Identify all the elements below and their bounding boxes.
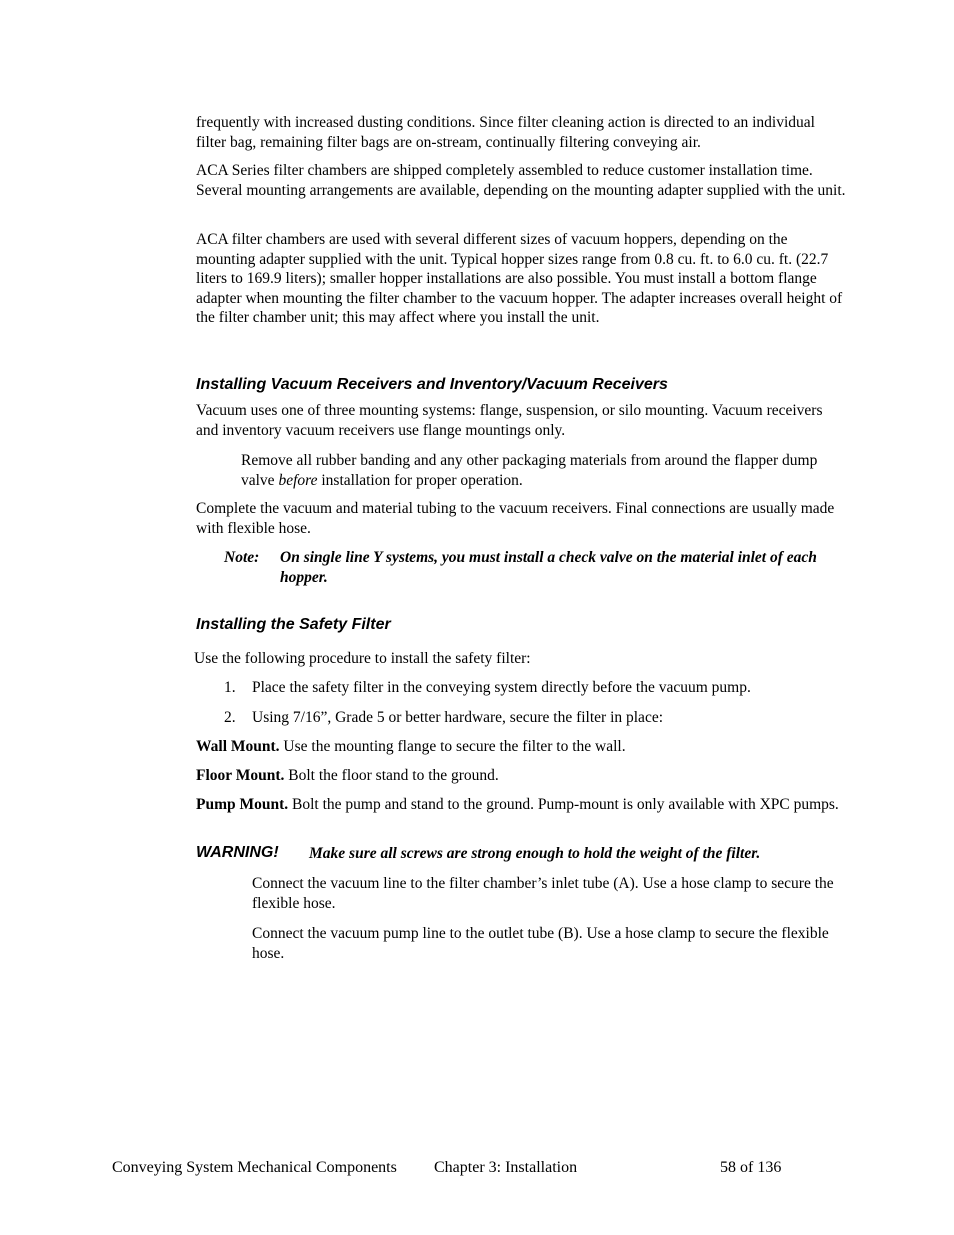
instruction-text: Remove all rubber banding and any other packaging materials from around the flapper dump valve	[241, 452, 818, 489]
procedure-intro: Use the following procedure to install the safety filter:	[194, 650, 531, 667]
mount-text: Use the mounting flange to secure the filter to the wall.	[279, 738, 626, 755]
section-heading-safety-filter: Installing the Safety Filter	[196, 616, 391, 633]
mount-label: Wall Mount.	[196, 738, 280, 755]
warning-text: Make sure all screws are strong enough to hold the weight of the filter.	[309, 845, 761, 862]
step-number: 1.	[224, 679, 236, 696]
step-text: Using 7/16”, Grade 5 or better hardware, secure the filter in place:	[252, 709, 664, 726]
section-heading-vacuum-receivers: Installing Vacuum Receivers and Inventory/Vacuum Receivers	[196, 376, 668, 393]
mount-text: Bolt the pump and stand to the ground. Pump-mount is only available with XPC pumps.	[288, 796, 839, 813]
footer-page-number: 58 of 136	[720, 1159, 782, 1176]
footer-manual-title: Conveying System Mechanical Components	[112, 1159, 397, 1176]
emphasis-text: before	[278, 471, 318, 489]
step-text: Place the safety filter in the conveying system directly before the vacuum pump.	[252, 679, 751, 696]
body-paragraph: Complete the vacuum and material tubing to the vacuum receivers. Final connections are usually made with flexible hose.	[196, 500, 835, 537]
body-paragraph: frequently with increased dusting conditions. Since filter cleaning action is directed to an individual filter bag, remaining filter bags are on-stream, continually filtering conveying air.	[196, 114, 815, 151]
body-paragraph: ACA Series filter chambers are shipped completely assembled to reduce customer installation time. Several mounting arrangements are available, depending on the mounting adapter supplied with the unit.	[196, 162, 846, 199]
warning-label: WARNING!	[196, 844, 279, 861]
connection-instruction: Connect the vacuum pump line to the outlet tube (B). Use a hose clamp to secure the flexible hose.	[252, 925, 829, 962]
connection-instruction: Connect the vacuum line to the filter chamber’s inlet tube (A). Use a hose clamp to secure the flexible hose.	[252, 875, 834, 912]
body-paragraph: Vacuum uses one of three mounting systems: flange, suspension, or silo mounting. Vacuum receivers and inventory vacuum receivers use flange mountings only.	[196, 402, 823, 439]
mount-option-wall	[196, 737, 846, 757]
instruction-text: installation for proper operation.	[317, 471, 523, 489]
step-number: 2.	[224, 709, 236, 726]
mount-label: Floor Mount.	[196, 767, 285, 784]
footer-chapter: Chapter 3: Installation	[434, 1159, 578, 1176]
mount-text: Bolt the floor stand to the ground.	[284, 767, 499, 784]
note-label: Note:	[224, 549, 260, 566]
mount-option-floor	[196, 766, 846, 786]
mount-label: Pump Mount.	[196, 796, 289, 813]
indented-instruction	[241, 451, 841, 490]
mount-option-pump	[196, 795, 846, 815]
body-paragraph: ACA filter chambers are used with several different sizes of vacuum hoppers, depending on the mounting adapter supplied with the unit. Typical hopper sizes range from 0.8 cu. ft. to 6.0 cu. ft. (22.7 liters to 169.9 liters); smaller hopper installations are also possible. You must install a bottom flange adapter when mounting the filter chamber to the vacuum hopper. The adapter increases overall height of the filter chamber unit; this may affect where you install the unit.	[196, 231, 843, 327]
note-text: On single line Y systems, you must install a check valve on the material inlet of each hopper.	[280, 549, 817, 586]
